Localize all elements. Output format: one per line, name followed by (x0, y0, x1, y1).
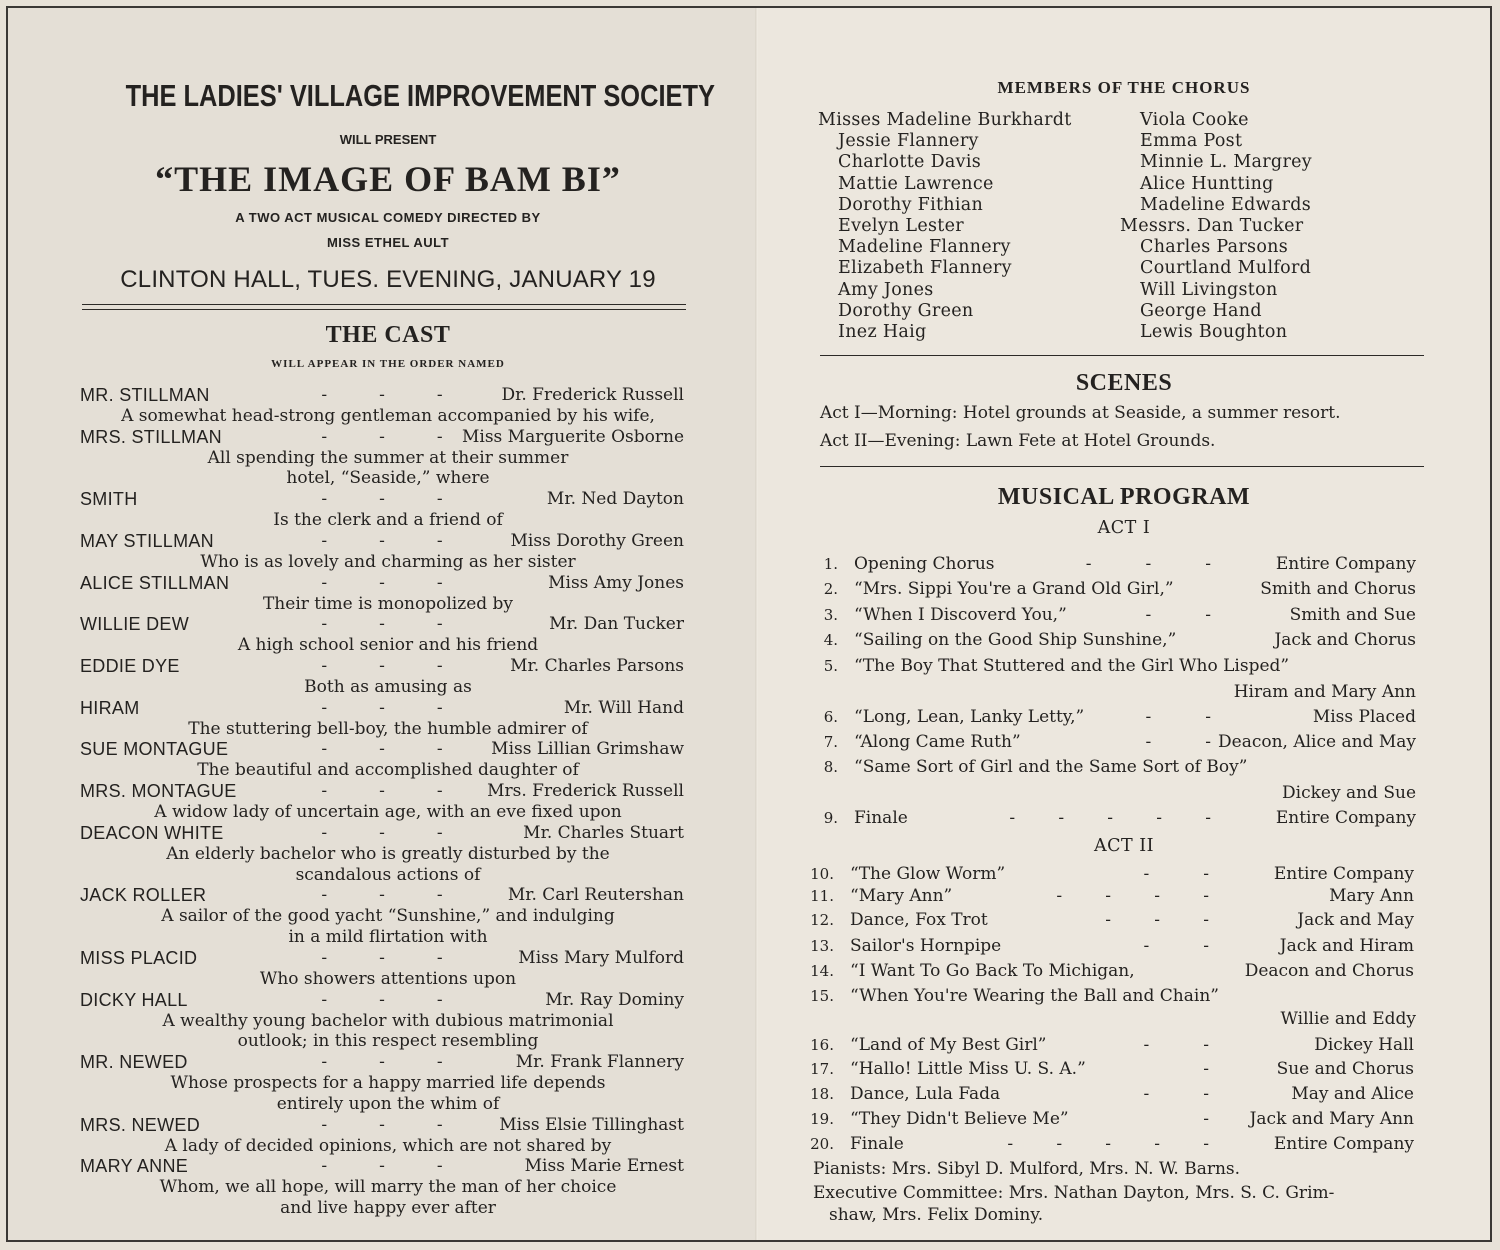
cast-description: A somewhat head-strong gentleman accompanied by his wife, (121, 405, 655, 426)
cast-role: MISS PLACID (80, 947, 198, 968)
cast-row (80, 698, 684, 719)
cast-dash: - (436, 1156, 443, 1177)
cast-dash: - (379, 739, 385, 760)
act-2-label: ACT II (1093, 836, 1155, 856)
cast-role: MR. STILLMAN (80, 385, 210, 405)
cast-actor: Miss Marie Ernest (524, 1156, 684, 1177)
chorus-divider (820, 355, 1424, 356)
scene-act-2: Act II—Evening: Lawn Fete at Hotel Grounds. (820, 431, 1216, 451)
program-song: “The Boy That Stuttered and the Girl Who Lisped” (854, 656, 1290, 676)
program-song: “They Didn't Believe Me” (850, 1109, 1069, 1129)
cast-description: A sailor of the good yacht “Sunshine,” and indulging (161, 906, 615, 927)
cast-dash: - (379, 989, 385, 1010)
program-row (814, 554, 1416, 575)
program-dashes: - - - (1085, 554, 1211, 574)
cast-role: SUE MONTAGUE (80, 739, 229, 760)
cast-actor: Mr. Dan Tucker (549, 614, 684, 635)
chorus-title: MEMBERS OF THE CHORUS (997, 78, 1251, 97)
cast-dash: - (321, 947, 328, 968)
program-row (810, 1134, 1414, 1155)
cast-dash: - (436, 1114, 443, 1135)
program-performer: Deacon, Alice and May (1218, 732, 1416, 752)
program-dashes: - - (1145, 605, 1211, 625)
program-row (814, 630, 1416, 651)
program-number: 9. (823, 809, 838, 827)
program-dashes: - - - - - (1009, 808, 1211, 828)
cast-actor: Miss Dorothy Green (510, 530, 684, 551)
cast-dash: - (436, 947, 443, 968)
program-performer: Jack and May (1297, 910, 1414, 930)
cast-description: A lady of decided opinions, which are not shared by (164, 1135, 612, 1156)
chorus-member: Jessie Flannery (838, 131, 979, 152)
committee-credit-line-1: Executive Committee: Mrs. Nathan Dayton, Mrs. S. C. Grim- (813, 1183, 1335, 1203)
cast-dash: - (379, 697, 385, 718)
chorus-member: Misses Madeline Burkhardt (818, 110, 1072, 130)
program-row (810, 1059, 1414, 1080)
program-performer: Entire Company (1273, 864, 1414, 884)
program-number: 6. (823, 708, 838, 726)
cast-actor: Mr. Frank Flannery (515, 1052, 684, 1073)
program-number: 10. (810, 865, 834, 883)
cast-role: HIRAM (80, 697, 140, 718)
program-song: Finale (854, 808, 908, 828)
cast-description: and live happy ever after (280, 1198, 496, 1219)
program-performer: Jack and Mary Ann (1249, 1109, 1414, 1129)
chorus-member: Dorothy Fithian (838, 194, 984, 215)
cast-dash: - (436, 989, 443, 1010)
cast-dash: - (379, 530, 385, 551)
cast-actor: Mr. Charles Stuart (523, 822, 684, 843)
chorus-member: Elizabeth Flannery (838, 258, 1012, 279)
chorus-member: Dorothy Green (838, 300, 974, 321)
cast-dash: - (321, 822, 328, 843)
program-song: “Same Sort of Girl and the Same Sort of Boy” (854, 757, 1248, 777)
program-number: 18. (810, 1085, 834, 1103)
program-row-continued (814, 682, 1416, 703)
cast-dash: - (379, 947, 385, 968)
program-row (814, 732, 1416, 753)
cast-description: The stuttering bell-boy, the humble admirer of (188, 718, 588, 739)
program-title: MUSICAL PROGRAM (997, 484, 1251, 510)
chorus-member: Will Livingston (1140, 279, 1278, 300)
program-dashes: - - - - - (1007, 1134, 1209, 1154)
cast-description: The beautiful and accomplished daughter of (197, 760, 579, 781)
chorus-member: Madeline Flannery (838, 237, 1011, 258)
chorus-member: George Hand (1140, 300, 1262, 321)
chorus-member: Mattie Lawrence (838, 173, 994, 194)
program-number: 3. (823, 606, 838, 624)
program-row (814, 605, 1416, 626)
program-row (814, 656, 1416, 677)
cast-dash: - (436, 781, 443, 802)
cast-dash: - (379, 822, 385, 843)
program-dashes: - - (1143, 936, 1209, 956)
program-song: “Along Came Ruth” (854, 732, 1021, 752)
cast-dash: - (321, 426, 328, 447)
cast-description: All spending the summer at their summer (207, 447, 569, 468)
program-row (810, 886, 1414, 907)
cast-dash: - (379, 885, 385, 906)
cast-description: A high school senior and his friend (237, 635, 539, 656)
cast-dash: - (321, 614, 328, 635)
cast-description: Who is as lovely and charming as her sister (200, 551, 576, 572)
presents-line: WILL PRESENT (339, 132, 437, 147)
program-row (810, 864, 1414, 885)
program-number: 17. (810, 1060, 834, 1078)
program-dashes: - - (1145, 707, 1211, 727)
program-performer: Entire Company (1275, 808, 1416, 828)
program-dashes: - - (1145, 732, 1211, 752)
subtitle-line-1: A TWO ACT MUSICAL COMEDY DIRECTED BY (235, 210, 541, 225)
program-song: Dance, Fox Trot (850, 910, 988, 930)
cast-description: hotel, “Seaside,” where (286, 468, 490, 489)
cast-dash: - (321, 1156, 328, 1177)
cast-row (80, 427, 684, 448)
cast-actor: Mr. Carl Reutershan (507, 885, 684, 906)
venue-date: CLINTON HALL, TUES. EVENING, JANUARY 19 (120, 266, 656, 293)
cast-dash: - (436, 426, 443, 447)
cast-role: MAY STILLMAN (80, 530, 214, 551)
cast-role: SMITH (80, 489, 138, 510)
cast-description: Whom, we all hope, will marry the man of her choice (159, 1177, 617, 1198)
play-title: “THE IMAGE OF BAM BI” (155, 159, 621, 199)
chorus-member: Inez Haig (838, 322, 927, 342)
program-song: “When I Discoverd You,” (854, 605, 1067, 625)
cast-description: outlook; in this respect resembling (237, 1031, 539, 1052)
cast-role: DICKY HALL (80, 989, 188, 1010)
program-number: 14. (810, 962, 834, 980)
cast-description: Both as amusing as (304, 676, 472, 697)
cast-actor: Miss Amy Jones (548, 572, 684, 593)
cast-row (80, 885, 684, 906)
cast-row (80, 1052, 684, 1073)
program-row (810, 936, 1414, 957)
cast-row (80, 656, 684, 677)
cast-row (80, 573, 684, 594)
cast-dash: - (436, 489, 443, 510)
program-number: 11. (810, 887, 834, 905)
cast-description: scandalous actions of (295, 864, 481, 885)
chorus-member: Charlotte Davis (838, 152, 982, 173)
cast-dash: - (436, 739, 443, 760)
program-row (810, 910, 1414, 931)
cast-row (80, 739, 684, 760)
program-row-continued (814, 783, 1416, 804)
cast-description: An elderly bachelor who is greatly disturbed by the (166, 843, 610, 864)
program-performer: Mary Ann (1329, 886, 1414, 906)
program-number: 20. (810, 1135, 834, 1153)
cast-description: A wealthy young bachelor with dubious matrimonial (162, 1010, 614, 1031)
cast-description: entirely upon the whim of (276, 1093, 500, 1114)
program-performer: Deacon and Chorus (1244, 961, 1414, 981)
pianists-credit: Pianists: Mrs. Sibyl D. Mulford, Mrs. N. W. Barns. (813, 1159, 1241, 1179)
program-sheet (6, 6, 1492, 1242)
cast-row (80, 823, 684, 844)
cast-description: in a mild flirtation with (288, 927, 488, 948)
cast-row (80, 990, 684, 1011)
cast-dash: - (321, 572, 328, 593)
program-number: 15. (810, 987, 834, 1005)
header-divider (82, 304, 686, 310)
program-performer: Jack and Chorus (1274, 630, 1416, 650)
cast-role: DEACON WHITE (80, 822, 224, 843)
cast-dash: - (436, 1052, 443, 1073)
cast-row (80, 614, 684, 635)
program-row (814, 579, 1416, 600)
program-number: 8. (823, 758, 838, 776)
cast-dash: - (379, 1156, 385, 1177)
chorus-member: Madeline Edwards (1140, 194, 1312, 215)
cast-description: A widow lady of uncertain age, with an eve fixed upon (154, 802, 622, 822)
cast-actor: Miss Lillian Grimshaw (491, 739, 684, 760)
cast-actor: Mr. Will Hand (563, 697, 684, 718)
committee-credit-line-2: shaw, Mrs. Felix Dominy. (829, 1205, 1044, 1225)
cast-order-note: WILL APPEAR IN THE ORDER NAMED (271, 358, 505, 370)
program-row (814, 757, 1416, 778)
program-number: 1. (823, 555, 838, 573)
program-row (810, 1084, 1414, 1105)
cast-role: MRS. STILLMAN (80, 426, 222, 447)
program-song: “Long, Lean, Lanky Letty,” (854, 707, 1085, 727)
program-row (814, 808, 1416, 829)
program-dashes: - (1203, 1109, 1209, 1129)
program-song: Finale (850, 1134, 904, 1154)
program-song: Sailor's Hornpipe (850, 936, 1002, 956)
cast-dash: - (436, 530, 443, 551)
program-song: “When You're Wearing the Ball and Chain” (850, 986, 1219, 1006)
cast-dash: - (321, 489, 328, 510)
program-performer: Smith and Chorus (1260, 579, 1416, 599)
cast-actor: Mr. Charles Parsons (510, 656, 684, 677)
program-row (810, 1035, 1414, 1056)
program-row (810, 986, 1414, 1007)
cast-actor: Mr. Ned Dayton (546, 489, 684, 510)
cast-description: Whose prospects for a happy married life depends (170, 1073, 606, 1094)
program-performer: May and Alice (1291, 1084, 1414, 1104)
cast-dash: - (321, 739, 328, 760)
program-song: “Land of My Best Girl” (850, 1035, 1047, 1055)
chorus-member: Viola Cooke (1140, 110, 1249, 130)
cast-role: JACK ROLLER (80, 885, 207, 906)
chorus-member: Amy Jones (838, 279, 934, 300)
cast-row (80, 385, 684, 406)
cast-row (80, 531, 684, 552)
program-performer: Miss Placed (1312, 707, 1416, 727)
program-performer: Entire Company (1273, 1134, 1414, 1154)
program-number: 4. (823, 631, 838, 649)
cast-description: Their time is monopolized by (262, 593, 514, 614)
program-dashes: - - (1143, 1084, 1209, 1104)
right-page (758, 8, 1490, 1240)
chorus-member: Lewis Boughton (1140, 322, 1288, 342)
program-number: 13. (810, 937, 834, 955)
cast-row (80, 948, 684, 969)
cast-dash: - (321, 1052, 328, 1073)
cast-dash: - (436, 385, 443, 405)
cast-role: MRS. MONTAGUE (80, 781, 237, 802)
cast-role: ALICE STILLMAN (80, 572, 230, 593)
cast-dash: - (379, 1052, 385, 1073)
cast-dash: - (321, 656, 328, 677)
cast-dash: - (436, 822, 443, 843)
cast-dash: - (379, 614, 385, 635)
program-song: “Mary Ann” (850, 886, 953, 906)
program-row (810, 1109, 1414, 1130)
program-number: 19. (810, 1110, 834, 1128)
cast-actor: Mrs. Frederick Russell (487, 781, 684, 802)
chorus-member: Alice Huntting (1140, 173, 1274, 194)
cast-role: MARY ANNE (80, 1156, 189, 1177)
program-performer: Willie and Eddy (1280, 1009, 1416, 1029)
program-performer: Jack and Hiram (1279, 936, 1414, 956)
program-dashes: - (1203, 1059, 1209, 1079)
left-page (8, 8, 758, 1240)
act-1-label: ACT I (1097, 518, 1151, 538)
program-number: 16. (810, 1036, 834, 1054)
cast-dash: - (379, 781, 385, 802)
program-number: 12. (810, 911, 834, 929)
program-dashes: - - - - (1056, 886, 1209, 906)
program-row (810, 961, 1414, 982)
cast-actor: Miss Marguerite Osborne (461, 426, 684, 447)
cast-dash: - (436, 656, 443, 677)
program-song: “Sailing on the Good Ship Sunshine,” (854, 630, 1177, 650)
chorus-member: Minnie L. Margrey (1140, 152, 1312, 173)
cast-dash: - (379, 385, 385, 405)
cast-row (80, 781, 684, 802)
cast-dash: - (379, 656, 385, 677)
chorus-member: Emma Post (1140, 131, 1243, 152)
society-name: THE LADIES' VILLAGE IMPROVEMENT SOCIETY (125, 78, 715, 113)
cast-dash: - (379, 489, 385, 510)
cast-title: THE CAST (325, 322, 451, 348)
program-number: 5. (823, 657, 838, 675)
chorus-member: Charles Parsons (1140, 237, 1289, 258)
program-performer: Dickey Hall (1314, 1035, 1414, 1055)
chorus-member: Messrs. Dan Tucker (1120, 216, 1304, 236)
program-dashes: - - (1143, 864, 1209, 884)
cast-row (80, 1115, 684, 1136)
cast-role: MRS. NEWED (80, 1114, 200, 1135)
program-performer: Hiram and Mary Ann (1233, 682, 1416, 702)
cast-row (80, 1156, 684, 1177)
chorus-member: Evelyn Lester (838, 216, 964, 236)
program-song: “The Glow Worm” (850, 864, 1006, 884)
chorus-member: Courtland Mulford (1140, 258, 1312, 279)
program-dashes: - - (1143, 1035, 1209, 1055)
program-row (814, 707, 1416, 728)
cast-role: WILLIE DEW (80, 614, 190, 635)
cast-actor: Miss Elsie Tillinghast (499, 1114, 684, 1135)
cast-dash: - (436, 885, 443, 906)
cast-dash: - (321, 697, 328, 718)
cast-actor: Miss Mary Mulford (518, 947, 684, 968)
cast-actor: Dr. Frederick Russell (501, 385, 684, 405)
program-dashes: - - - (1105, 910, 1209, 930)
cast-dash: - (321, 989, 328, 1010)
cast-dash: - (321, 385, 328, 405)
program-song: “Mrs. Sippi You're a Grand Old Girl,” (854, 579, 1174, 599)
cast-dash: - (379, 1114, 385, 1135)
program-performer: Sue and Chorus (1276, 1059, 1414, 1079)
cast-dash: - (436, 614, 443, 635)
cast-dash: - (321, 885, 328, 906)
director-line: MISS ETHEL AULT (326, 235, 450, 250)
program-song: “I Want To Go Back To Michigan, (850, 961, 1135, 981)
cast-dash: - (379, 426, 385, 447)
cast-dash: - (321, 530, 328, 551)
cast-description: Who showers attentions upon (259, 968, 517, 989)
program-performer: Dickey and Sue (1282, 783, 1416, 803)
program-row-continued (814, 1009, 1416, 1030)
cast-dash: - (436, 697, 443, 718)
program-performer: Entire Company (1275, 554, 1416, 574)
program-number: 2. (823, 580, 838, 598)
cast-actor: Mr. Ray Dominy (545, 989, 684, 1010)
cast-role: MR. NEWED (80, 1052, 188, 1073)
cast-role: EDDIE DYE (80, 656, 180, 677)
cast-dash: - (436, 572, 443, 593)
cast-description: Is the clerk and a friend of (273, 510, 503, 531)
program-performer: Smith and Sue (1289, 605, 1416, 625)
program-song: Dance, Lula Fada (850, 1084, 1001, 1104)
program-song: “Hallo! Little Miss U. S. A.” (850, 1059, 1086, 1079)
program-song: Opening Chorus (854, 554, 995, 574)
scene-act-1: Act I—Morning: Hotel grounds at Seaside, a summer resort. (820, 403, 1341, 423)
program-number: 7. (823, 733, 838, 751)
cast-dash: - (321, 1114, 328, 1135)
scenes-title: SCENES (1075, 370, 1173, 396)
scenes-divider (820, 466, 1424, 467)
cast-row (80, 489, 684, 510)
cast-dash: - (321, 781, 328, 802)
cast-dash: - (379, 572, 385, 593)
